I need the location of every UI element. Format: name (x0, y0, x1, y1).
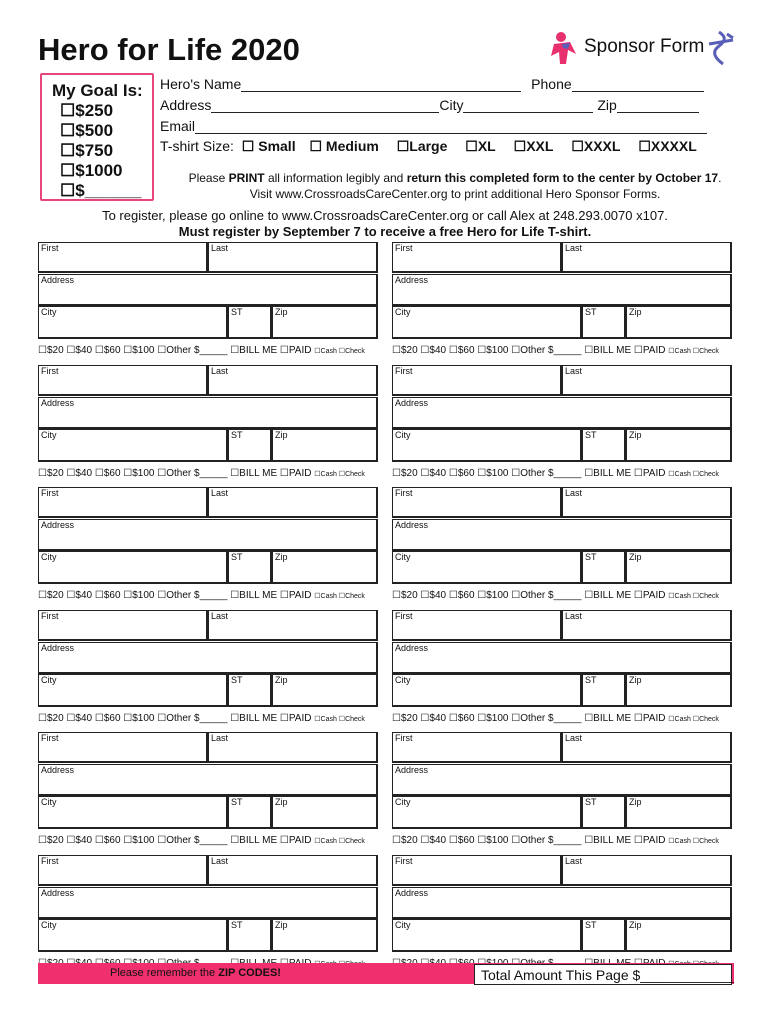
zip-field[interactable] (272, 306, 378, 339)
instructions (160, 170, 750, 202)
payment-billme[interactable]: ☐BILL ME ☐PAID (230, 468, 315, 479)
st-field[interactable] (228, 919, 272, 952)
first-field[interactable] (392, 732, 562, 763)
st-field[interactable] (582, 796, 626, 829)
address-field[interactable] (38, 642, 378, 674)
address-field[interactable] (392, 397, 732, 429)
last-label: Last (211, 611, 229, 621)
payment-options[interactable] (392, 345, 719, 356)
st-field[interactable] (582, 306, 626, 339)
payment-amounts[interactable]: ☐$20 ☐$40 ☐$60 ☐$100 ☐Other $_____ (392, 590, 585, 601)
last-label: Last (565, 611, 583, 621)
st-label: ST (585, 797, 597, 807)
first-field[interactable] (38, 487, 208, 518)
tshirt-xxxxl[interactable]: ☐XXXXL (638, 138, 697, 154)
zip-field[interactable] (272, 919, 378, 952)
zip-label: Zip (629, 552, 642, 562)
goal-box (40, 73, 154, 201)
city-label: City (439, 97, 464, 113)
goal-option-500[interactable]: ☐$500 (60, 121, 114, 140)
last-label: Last (565, 856, 583, 866)
st-label: ST (585, 552, 597, 562)
register-line1: To register, please go online to www.CrossroadsCareCenter.org or call Alex at 248.293.0070 x107. (102, 208, 668, 223)
first-label: First (41, 611, 59, 621)
email-label: Email (160, 118, 196, 134)
city-label: City (395, 797, 411, 807)
address-label: Address (395, 643, 429, 653)
email-field[interactable] (195, 119, 707, 134)
city-label: City (395, 430, 411, 440)
address-label: Address (41, 888, 75, 898)
instr-text-a: Please (188, 171, 229, 185)
address-field[interactable] (392, 887, 732, 919)
address-field[interactable] (38, 519, 378, 551)
first-label: First (395, 733, 413, 743)
first-field[interactable] (38, 732, 208, 763)
city-label: City (395, 920, 411, 930)
st-field[interactable] (582, 674, 626, 707)
city-field[interactable] (38, 429, 228, 462)
address-label: Address (41, 520, 75, 530)
last-field[interactable] (208, 610, 378, 641)
zip-label: Zip (275, 920, 288, 930)
sponsor-entry (38, 610, 378, 724)
phone-label: Phone (531, 76, 572, 92)
last-field[interactable] (562, 242, 732, 273)
sponsor-entry (392, 365, 732, 479)
instr-period: . (718, 171, 722, 185)
sponsor-entry (38, 487, 378, 601)
last-label: Last (565, 366, 583, 376)
tshirt-small[interactable]: ☐ Small (241, 138, 296, 154)
address-field[interactable] (38, 397, 378, 429)
tshirt-medium[interactable]: ☐ Medium (309, 138, 379, 154)
instructions-line2: Visit www.CrossroadsCareCenter.org to print additional Hero Sponsor Forms. (249, 187, 661, 201)
last-field[interactable] (562, 365, 732, 396)
city-label: City (395, 552, 411, 562)
hero-logo-icon (548, 30, 580, 66)
last-field[interactable] (208, 365, 378, 396)
address-field[interactable] (392, 764, 732, 796)
payment-billme[interactable]: ☐BILL ME ☐PAID (584, 835, 669, 846)
zip-reminder-bold: ZIP CODES! (218, 967, 281, 979)
zip-label: Zip (629, 920, 642, 930)
goal-label: My Goal Is: (52, 81, 143, 100)
last-field[interactable] (562, 855, 732, 886)
hero-name-field[interactable] (241, 77, 521, 92)
address-label: Address (160, 97, 212, 113)
last-field[interactable] (208, 242, 378, 273)
tshirt-xxxl[interactable]: ☐XXXL (571, 138, 621, 154)
city-field[interactable] (392, 674, 582, 707)
sponsor-entry (38, 732, 378, 846)
payment-methods[interactable]: ☐Cash ☐Check (314, 716, 365, 723)
last-field[interactable] (208, 732, 378, 763)
payment-methods[interactable]: ☐Cash ☐Check (668, 593, 719, 600)
payment-amounts[interactable]: ☐$20 ☐$40 ☐$60 ☐$100 ☐Other $_____ (38, 468, 231, 479)
sponsor-entry (392, 610, 732, 724)
goal-option-1000[interactable]: ☐$1000 (60, 161, 123, 180)
first-label: First (395, 856, 413, 866)
last-label: Last (565, 243, 583, 253)
first-label: First (395, 243, 413, 253)
payment-amounts[interactable]: ☐$20 ☐$40 ☐$60 ☐$100 ☐Other $_____ (38, 590, 231, 601)
last-label: Last (211, 488, 229, 498)
payment-options[interactable] (38, 835, 365, 846)
tshirt-row (160, 138, 697, 155)
st-label: ST (231, 797, 243, 807)
zip-field[interactable] (272, 674, 378, 707)
payment-options[interactable] (392, 835, 719, 846)
payment-methods[interactable]: ☐Cash ☐Check (668, 716, 719, 723)
address-label: Address (395, 520, 429, 530)
address-label: Address (41, 765, 75, 775)
city-label: City (41, 307, 57, 317)
sponsor-entry (392, 242, 732, 356)
sponsor-entry (392, 855, 732, 955)
payment-billme[interactable]: ☐BILL ME ☐PAID (584, 713, 669, 724)
last-field[interactable] (562, 610, 732, 641)
city-label: City (395, 675, 411, 685)
first-field[interactable] (38, 610, 208, 641)
tshirt-label: T-shirt Size: (160, 138, 234, 154)
first-field[interactable] (392, 855, 562, 886)
st-field[interactable] (582, 429, 626, 462)
address-label: Address (395, 398, 429, 408)
payment-options[interactable] (38, 713, 365, 724)
sponsor-entry (392, 732, 732, 846)
hero-name-row (160, 76, 704, 92)
city-label: City (41, 675, 57, 685)
zip-label: Zip (597, 97, 617, 113)
payment-options[interactable] (38, 590, 365, 601)
payment-billme[interactable]: ☐BILL ME ☐PAID (230, 835, 315, 846)
payment-amounts[interactable]: ☐$20 ☐$40 ☐$60 ☐$100 ☐Other $_____ (38, 835, 231, 846)
last-label: Last (565, 488, 583, 498)
last-label: Last (211, 856, 229, 866)
zip-label: Zip (275, 675, 288, 685)
zip-field[interactable] (626, 674, 732, 707)
sponsor-entry (38, 365, 378, 479)
first-label: First (395, 611, 413, 621)
payment-options[interactable] (392, 713, 719, 724)
st-label: ST (585, 430, 597, 440)
register-line2: Must register by September 7 to receive a free Hero for Life T-shirt. (178, 224, 592, 239)
st-field[interactable] (582, 919, 626, 952)
payment-amounts[interactable]: ☐$20 ☐$40 ☐$60 ☐$100 ☐Other $_____ (392, 468, 585, 479)
city-label: City (41, 797, 57, 807)
crossroads-logo-icon (705, 30, 737, 66)
address-label: Address (41, 643, 75, 653)
tshirt-xxl[interactable]: ☐XXL (513, 138, 554, 154)
st-label: ST (231, 920, 243, 930)
address-field[interactable] (211, 98, 439, 113)
tshirt-large[interactable]: ☐Large (396, 138, 448, 154)
city-field[interactable] (392, 796, 582, 829)
first-label: First (41, 856, 59, 866)
first-label: First (41, 488, 59, 498)
st-field[interactable] (228, 674, 272, 707)
last-label: Last (211, 366, 229, 376)
address-label: Address (41, 275, 75, 285)
payment-methods[interactable]: ☐Cash ☐Check (668, 471, 719, 478)
st-field[interactable] (228, 429, 272, 462)
city-field[interactable] (463, 98, 593, 113)
st-field[interactable] (582, 551, 626, 584)
zip-label: Zip (629, 675, 642, 685)
st-label: ST (585, 307, 597, 317)
st-label: ST (231, 675, 243, 685)
zip-field[interactable] (272, 796, 378, 829)
page-title: Hero for Life 2020 (38, 32, 300, 67)
zip-field[interactable] (272, 429, 378, 462)
payment-amounts[interactable]: ☐$20 ☐$40 ☐$60 ☐$100 ☐Other $_____ (38, 713, 231, 724)
st-label: ST (231, 430, 243, 440)
instructions-line1 (160, 170, 750, 186)
address-label: Address (395, 888, 429, 898)
payment-billme[interactable]: ☐BILL ME ☐PAID (230, 345, 315, 356)
city-field[interactable] (38, 306, 228, 339)
zip-label: Zip (275, 797, 288, 807)
city-field[interactable] (392, 551, 582, 584)
hero-name-label: Hero's Name (160, 76, 242, 92)
address-field[interactable] (392, 519, 732, 551)
total-amount-field[interactable]: Total Amount This Page $____________ (474, 964, 732, 985)
payment-methods[interactable]: ☐Cash ☐Check (314, 348, 365, 355)
address-field[interactable] (392, 274, 732, 306)
first-field[interactable] (392, 365, 562, 396)
zip-reminder (110, 967, 281, 979)
instr-text-c: all information legibly and (264, 171, 407, 185)
zip-label: Zip (629, 307, 642, 317)
address-field[interactable] (392, 642, 732, 674)
address-label: Address (395, 275, 429, 285)
first-label: First (395, 488, 413, 498)
payment-methods[interactable]: ☐Cash ☐Check (668, 838, 719, 845)
zip-label: Zip (275, 307, 288, 317)
payment-amounts[interactable]: ☐$20 ☐$40 ☐$60 ☐$100 ☐Other $_____ (392, 345, 585, 356)
st-field[interactable] (228, 306, 272, 339)
payment-options[interactable] (392, 590, 719, 601)
hero-address-row (160, 97, 699, 113)
payment-billme[interactable]: ☐BILL ME ☐PAID (584, 590, 669, 601)
zip-field[interactable] (626, 306, 732, 339)
city-field[interactable] (392, 306, 582, 339)
payment-options[interactable] (38, 345, 365, 356)
payment-billme[interactable]: ☐BILL ME ☐PAID (230, 590, 315, 601)
address-field[interactable] (38, 274, 378, 306)
zip-label: Zip (629, 797, 642, 807)
first-field[interactable] (38, 242, 208, 273)
hero-email-row (160, 118, 707, 134)
payment-methods[interactable]: ☐Cash ☐Check (668, 348, 719, 355)
zip-field[interactable] (617, 98, 699, 113)
st-label: ST (585, 920, 597, 930)
payment-options[interactable] (38, 468, 365, 479)
zip-reminder-text: Please remember the (110, 967, 219, 979)
city-field[interactable] (38, 796, 228, 829)
last-field[interactable] (562, 732, 732, 763)
payment-amounts[interactable]: ☐$20 ☐$40 ☐$60 ☐$100 ☐Other $_____ (38, 345, 231, 356)
zip-label: Zip (275, 552, 288, 562)
sponsor-form-label: Sponsor Form (584, 36, 705, 57)
city-field[interactable] (392, 429, 582, 462)
st-label: ST (231, 307, 243, 317)
payment-billme[interactable]: ☐BILL ME ☐PAID (584, 468, 669, 479)
instr-return: return this completed form to the center by October 17 (406, 171, 719, 185)
sponsor-entry (392, 487, 732, 601)
goal-option-250[interactable]: ☐$250 (60, 101, 114, 120)
register-info (0, 208, 770, 240)
first-label: First (41, 733, 59, 743)
zip-field[interactable] (626, 429, 732, 462)
st-field[interactable] (228, 551, 272, 584)
city-label: City (41, 920, 57, 930)
payment-methods[interactable]: ☐Cash ☐Check (314, 471, 365, 478)
phone-field[interactable] (572, 77, 704, 92)
sponsor-entry (38, 855, 378, 955)
address-field[interactable] (38, 887, 378, 919)
last-label: Last (211, 733, 229, 743)
last-label: Last (565, 733, 583, 743)
address-label: Address (395, 765, 429, 775)
city-field[interactable] (38, 919, 228, 952)
st-label: ST (231, 552, 243, 562)
goal-option-750[interactable]: ☐$750 (60, 141, 114, 160)
payment-amounts[interactable]: ☐$20 ☐$40 ☐$60 ☐$100 ☐Other $_____ (392, 835, 585, 846)
first-field[interactable] (392, 610, 562, 641)
first-field[interactable] (38, 365, 208, 396)
zip-label: Zip (275, 430, 288, 440)
first-label: First (41, 243, 59, 253)
first-field[interactable] (392, 242, 562, 273)
instr-print: PRINT (228, 171, 265, 185)
first-label: First (41, 366, 59, 376)
zip-label: Zip (629, 430, 642, 440)
payment-amounts[interactable]: ☐$20 ☐$40 ☐$60 ☐$100 ☐Other $_____ (392, 713, 585, 724)
address-field[interactable] (38, 764, 378, 796)
city-label: City (41, 430, 57, 440)
sponsor-entry (38, 242, 378, 356)
zip-field[interactable] (626, 919, 732, 952)
last-field[interactable] (208, 855, 378, 886)
goal-option-other[interactable]: ☐$______ (60, 181, 142, 200)
payment-billme[interactable]: ☐BILL ME ☐PAID (584, 345, 669, 356)
payment-methods[interactable]: ☐Cash ☐Check (314, 593, 365, 600)
city-label: City (41, 552, 57, 562)
last-field[interactable] (208, 487, 378, 518)
first-field[interactable] (38, 855, 208, 886)
city-field[interactable] (38, 551, 228, 584)
last-label: Last (211, 243, 229, 253)
city-field[interactable] (392, 919, 582, 952)
city-field[interactable] (38, 674, 228, 707)
zip-field[interactable] (626, 551, 732, 584)
zip-field[interactable] (272, 551, 378, 584)
tshirt-xl[interactable]: ☐XL (465, 138, 496, 154)
payment-options[interactable] (392, 468, 719, 479)
payment-methods[interactable]: ☐Cash ☐Check (314, 838, 365, 845)
address-label: Address (41, 398, 75, 408)
st-label: ST (585, 675, 597, 685)
st-field[interactable] (228, 796, 272, 829)
last-field[interactable] (562, 487, 732, 518)
first-field[interactable] (392, 487, 562, 518)
payment-billme[interactable]: ☐BILL ME ☐PAID (230, 713, 315, 724)
city-label: City (395, 307, 411, 317)
zip-field[interactable] (626, 796, 732, 829)
first-label: First (395, 366, 413, 376)
